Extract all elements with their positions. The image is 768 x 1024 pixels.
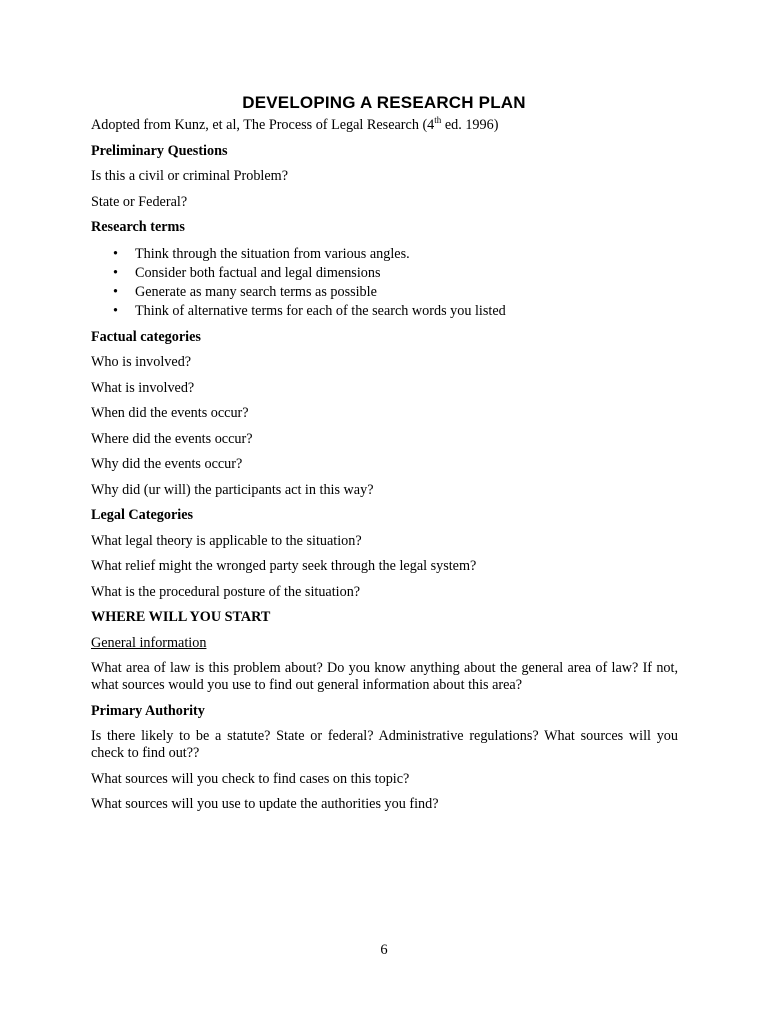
factual-question: Where did the events occur?: [91, 430, 253, 447]
page-title: DEVELOPING A RESEARCH PLAN: [242, 93, 526, 112]
list-item: • Consider both factual and legal dimensions: [135, 264, 678, 283]
source-citation: [91, 117, 678, 134]
factual-question: Who is involved?: [91, 354, 192, 370]
source-citation-text: Adopted from Kunz, et al, The Process of Legal Research (4: [91, 117, 435, 133]
page-number: 6: [380, 942, 388, 958]
list-item: • Think of alternative terms for each of the search words you listed: [135, 302, 678, 321]
document-body: [91, 117, 678, 822]
source-citation-superscript: th: [434, 115, 442, 125]
primary-authority-question: Is there likely to be a statute? State or federal? Administrative regulations? What sources will you check to find out??: [91, 728, 678, 761]
primary-authority-question: What sources will you use to update the authorities you find?: [91, 796, 439, 812]
research-terms-list: [91, 245, 678, 321]
list-item: • Think through the situation from various angles.: [135, 245, 678, 264]
research-terms-heading: Research terms: [91, 219, 185, 235]
factual-question: When did the events occur?: [91, 405, 249, 421]
preliminary-question-2: State or Federal?: [91, 193, 188, 210]
list-item: • Generate as many search terms as possible: [135, 283, 678, 302]
general-information-heading: General information: [91, 634, 207, 651]
legal-question: What is the procedural posture of the situation?: [91, 583, 361, 600]
preliminary-question-1: Is this a civil or criminal Problem?: [91, 168, 289, 184]
start-heading: WHERE WILL YOU START: [91, 609, 271, 625]
legal-heading: Legal Categories: [91, 507, 194, 523]
factual-question: Why did the events occur?: [91, 456, 243, 472]
preliminary-heading: Preliminary Questions: [91, 142, 228, 159]
primary-authority-question: What sources will you check to find cases on this topic?: [91, 770, 410, 787]
legal-question: What relief might the wronged party seek through the legal system?: [91, 558, 477, 574]
source-citation-suffix: ed. 1996): [441, 117, 499, 133]
factual-question: What is involved?: [91, 379, 195, 396]
general-information-text: What area of law is this problem about? Do you know anything about the general area of law? If not, what sources would you use to find out general information about this area?: [91, 660, 678, 693]
factual-heading: Factual categories: [91, 328, 201, 345]
primary-authority-heading: Primary Authority: [91, 702, 205, 719]
legal-question: What legal theory is applicable to the situation?: [91, 532, 362, 549]
factual-question: Why did (ur will) the participants act in this way?: [91, 481, 374, 498]
